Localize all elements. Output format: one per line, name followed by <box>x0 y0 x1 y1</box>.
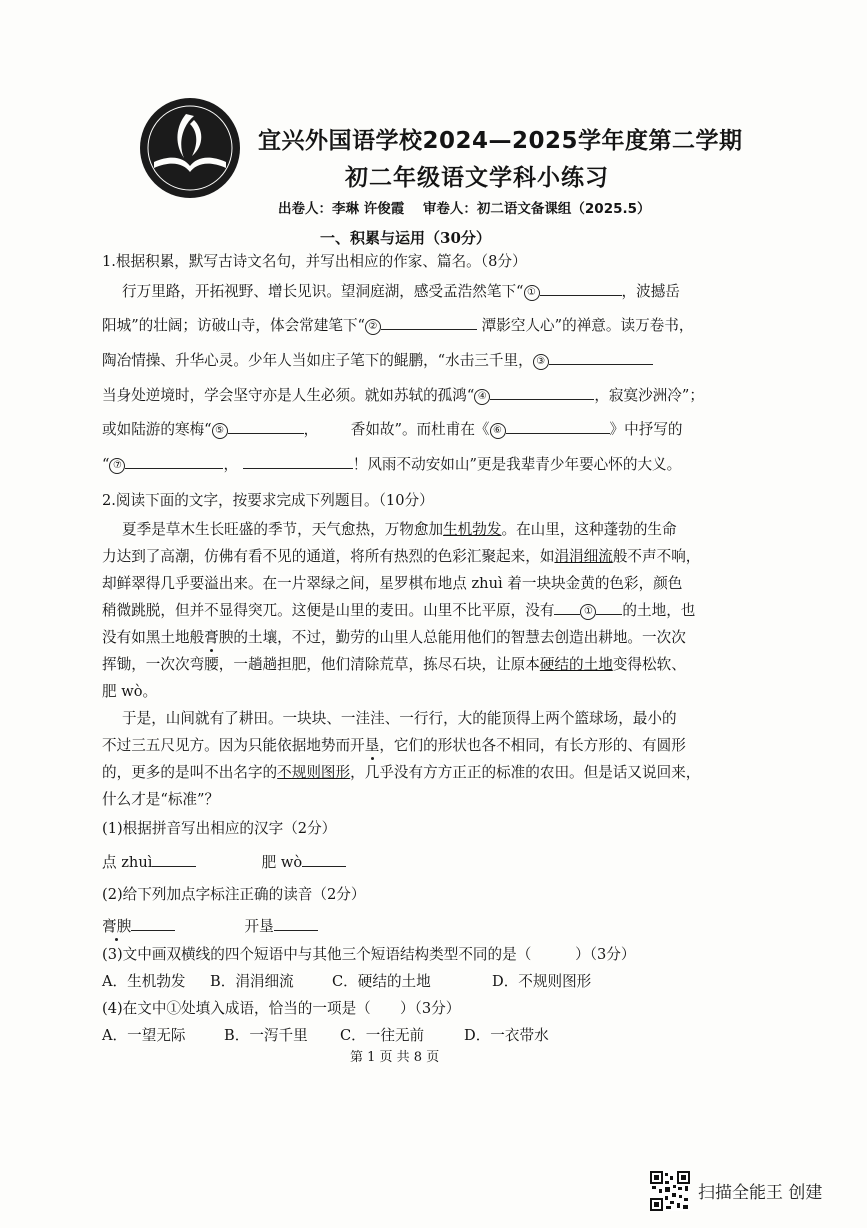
passage-line: 不过三五尺见方。因为只能依据地势而开垦，它们的形状也各不相同，有长方形的、有圆形 <box>102 737 686 754</box>
answer-blank[interactable] <box>381 315 477 330</box>
passage-line: 什么才是“标准”？ <box>102 791 220 808</box>
q1-line5: 或如陆游的寒梅“ ⑤ ， 香如故”。而杜甫在《 ⑥ 》中抒写的 <box>102 421 683 438</box>
sub-question-2-items <box>102 915 318 936</box>
q1-line6: “ ⑦ ， ！风雨不动安如山”更是我辈青少年要心怀的大义。 <box>102 456 682 473</box>
dotted-char: 膏 <box>204 629 219 646</box>
answer-blank[interactable] <box>152 852 196 867</box>
option[interactable]: D．一衣带水 <box>464 1027 549 1044</box>
answer-blank[interactable] <box>228 419 304 434</box>
passage-line: 肥 wò。 <box>102 683 158 700</box>
option[interactable]: B．一泻千里 <box>224 1027 308 1044</box>
sub-question-1: (1)根据拼音写出相应的汉字（2分） <box>102 820 337 837</box>
answer-blank[interactable] <box>506 419 610 434</box>
option[interactable]: C．一往无前 <box>340 1027 425 1044</box>
answer-blank[interactable] <box>540 281 622 296</box>
sub-question-4: (4)在文中①处填入成语，恰当的一项是（ ）（3分） <box>102 1000 461 1017</box>
answer-blank[interactable] <box>302 852 346 867</box>
passage-line: 稍微跳脱，但并不显得突兀。这便是山里的麦田。山里不比平原，没有 ① 的土地，也 <box>102 602 696 619</box>
answer-blank[interactable] <box>125 454 223 469</box>
qr-code-icon <box>650 1171 690 1211</box>
author-label: 出卷人：李琳 许俊霞 <box>278 201 405 217</box>
option[interactable]: B．涓涓细流 <box>210 973 294 990</box>
blank-number: ① <box>580 604 596 620</box>
passage-line: 于是，山间就有了耕田。一块块、一洼洼、一行行，大的能顶得上两个篮球场，最小的 <box>122 710 677 727</box>
section-title: 一、积累与运用（30分） <box>320 229 491 247</box>
page-number: 第 1 页 共 8 页 <box>350 1050 440 1065</box>
dotted-char: 垦 <box>364 737 380 754</box>
q2-prompt: 2.阅读下面的文字，按要求完成下列题目。（10分） <box>102 492 434 509</box>
blank-number: ② <box>365 319 381 335</box>
exam-title-line1: 宜兴外国语学校2024—2025学年度第二学期 <box>258 128 743 154</box>
answer-blank[interactable] <box>549 350 653 365</box>
exam-title-line2: 初二年级语文学科小练习 <box>345 165 609 191</box>
passage-line: 夏季是草木生长旺盛的季节，天气愈热，万物愈加生机勃发。在山里，这种蓬勃的生命 <box>122 521 677 538</box>
q1-line2: 阳城”的壮阔；访破山寺，体会常建笔下“ ② 潭影空人心”的禅意。读万卷书， <box>102 317 694 334</box>
sub-question-4-options <box>102 1024 549 1045</box>
q1-line3: 陶冶情操、升华心灵。少年人当如庄子笔下的鲲鹏，“水击三千里， ③ <box>102 349 653 370</box>
answer-blank[interactable] <box>274 916 318 931</box>
q1-line1: 行万里路，开拓视野、增长见识。望洞庭湖，感受孟浩然笔下“ ① ，波撼岳 <box>122 283 680 300</box>
passage-line: 却鲜翠得几乎要溢出来。在一片翠绿之间，星罗棋布地点 zhuì 着一块块金黄的色彩，颜色 <box>102 575 683 592</box>
answer-blank[interactable] <box>490 385 594 400</box>
blank-number: ④ <box>474 389 490 405</box>
option[interactable]: A．生机勃发 <box>102 973 186 990</box>
passage-line: 力达到了高潮，仿佛有看不见的通道，将所有热烈的色彩汇聚起来，如涓涓细流般不声不响， <box>102 548 701 565</box>
q1-line4: 当身处逆境时，学会坚守亦是人生必须。就如苏轼的孤鸿“ ④ ，寂寞沙洲冷”； <box>102 387 704 404</box>
word-item: 开垦 <box>244 918 274 935</box>
answer-blank[interactable] <box>554 600 580 615</box>
blank-number: ③ <box>533 354 549 370</box>
passage-line: 的，更多的是叫不出名字的不规则图形，几乎没有方方正正的标准的农田。但是话又说回来， <box>102 764 701 781</box>
underlined-phrase: 不规则图形 <box>277 764 351 781</box>
answer-blank[interactable] <box>596 600 622 615</box>
sub-question-3-options <box>102 970 591 991</box>
q1-prompt: 1.根据积累，默写古诗文名句，并写出相应的作家、篇名。（8分） <box>102 253 527 270</box>
option[interactable]: D．不规则图形 <box>492 973 592 990</box>
blank-number: ① <box>524 285 540 301</box>
blank-number: ⑤ <box>212 423 228 439</box>
dotted-word: 膏腴 <box>102 918 132 935</box>
underlined-phrase: 涓涓细流 <box>554 548 613 565</box>
authors-line <box>278 197 738 217</box>
school-logo-icon <box>138 96 242 200</box>
scanner-watermark: 扫描全能王 创建 <box>698 1183 823 1203</box>
passage-line: 没有如黑土地般膏腴的土壤，不过，勤劳的山里人总能用他们的智慧去创造出耕地。一次次 <box>102 629 686 646</box>
blank-number: ⑥ <box>490 423 506 439</box>
option[interactable]: A．一望无际 <box>102 1027 186 1044</box>
underlined-phrase: 生机勃发 <box>443 521 502 538</box>
sub-question-2: (2)给下列加点字标注正确的读音（2分） <box>102 886 366 903</box>
option[interactable]: C．硬结的土地 <box>332 973 431 990</box>
passage-line: 挥锄，一次次弯腰，一趟趟担肥，他们清除荒草，拣尽石块，让原本硬结的土地变得松软、 <box>102 656 686 673</box>
sub-question-1-items: 点 zhuì 肥 wò <box>102 851 346 872</box>
answer-blank[interactable] <box>243 454 353 469</box>
underlined-phrase: 硬结的土地 <box>539 656 613 673</box>
reviewer-label: 审卷人：初二语文备课组（2025.5） <box>422 201 651 217</box>
blank-number: ⑦ <box>109 458 125 474</box>
sub-question-3: (3)文中画双横线的四个短语中与其他三个短语结构类型不同的是（ ）（3分） <box>102 946 636 963</box>
answer-blank[interactable] <box>131 916 175 931</box>
